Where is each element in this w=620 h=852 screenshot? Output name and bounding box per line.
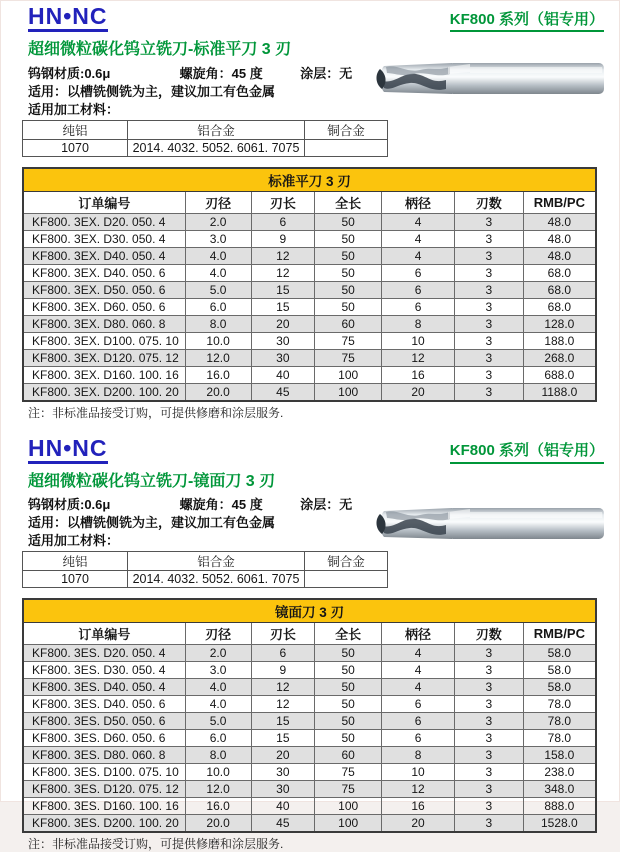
value-cell: 4.0 [185,679,251,696]
material-value [305,139,388,156]
value-cell: 4 [382,679,455,696]
col-header-cut-diameter: 刃径 [185,623,251,645]
col-header-shank-diameter: 柄径 [382,623,455,645]
value-cell: 3 [454,747,523,764]
material-header: 铜合金 [305,120,388,139]
table-row [23,764,596,781]
value-cell: 3 [454,264,523,281]
col-header-price: RMB/PC [523,191,596,213]
value-cell: 50 [315,679,382,696]
value-cell: 30 [251,349,315,366]
series-label: KF800 系列（铝专用） [450,12,604,33]
value-cell: 100 [315,798,382,815]
value-cell: 60 [315,315,382,332]
value-cell: 100 [315,366,382,383]
table-header-row [23,191,596,213]
applicable-materials-table [22,120,388,157]
value-cell: 5.0 [185,713,251,730]
order-number-cell: KF800. 3EX. D200. 100. 20 [23,383,185,401]
price-spec-table [22,167,597,402]
order-number-cell: KF800. 3ES. D40. 050. 4 [23,679,185,696]
value-cell: 3 [454,213,523,230]
value-cell: 4 [382,662,455,679]
table-row [23,747,596,764]
value-cell: 8.0 [185,315,251,332]
value-cell: 5.0 [185,281,251,298]
table-row [23,781,596,798]
value-cell: 50 [315,696,382,713]
value-cell: 158.0 [523,747,596,764]
value-cell: 12 [382,781,455,798]
end-mill-3-flute-image [362,50,610,108]
order-number-cell: KF800. 3ES. D200. 100. 20 [23,815,185,833]
order-number-cell: KF800. 3EX. D50. 050. 6 [23,281,185,298]
value-cell: 188.0 [523,332,596,349]
table-title-row [23,168,596,192]
value-cell: 3 [454,645,523,662]
order-number-cell: KF800. 3ES. D100. 075. 10 [23,764,185,781]
value-cell: 10.0 [185,764,251,781]
value-cell: 6 [382,264,455,281]
value-cell: 20.0 [185,383,251,401]
value-cell: 4 [382,213,455,230]
value-cell: 50 [315,230,382,247]
value-cell: 20 [382,815,455,833]
value-cell: 888.0 [523,798,596,815]
value-cell: 9 [251,662,315,679]
value-cell: 3 [454,366,523,383]
value-cell: 3 [454,281,523,298]
value-cell: 100 [315,815,382,833]
table-row [23,645,596,662]
value-cell: 48.0 [523,230,596,247]
section-title: 超细微粒碳化钨立铣刀-镜面刀 3 刃 [28,472,276,490]
col-header-shank-diameter: 柄径 [382,191,455,213]
value-cell: 50 [315,713,382,730]
table-row [23,713,596,730]
value-cell: 4.0 [185,696,251,713]
material-value: 2014. 4032. 5052. 6061. 7075 [128,139,305,156]
table-row [23,264,596,281]
value-cell: 68.0 [523,264,596,281]
table-row [23,281,596,298]
value-cell: 50 [315,213,382,230]
footnote: 注：非标准品接受订购，可提供修磨和涂层服务. [28,405,284,420]
value-cell: 78.0 [523,730,596,747]
value-cell: 12 [251,247,315,264]
value-cell: 2.0 [185,645,251,662]
table-row [23,383,596,401]
value-cell: 50 [315,264,382,281]
order-number-cell: KF800. 3EX. D30. 050. 4 [23,230,185,247]
value-cell: 12.0 [185,781,251,798]
material-header: 铝合金 [128,120,305,139]
value-cell: 3.0 [185,662,251,679]
value-cell: 3 [454,349,523,366]
order-number-cell: KF800. 3ES. D20. 050. 4 [23,645,185,662]
price-spec-table [22,598,597,833]
section-standard-flat-end-mill [0,0,620,421]
value-cell: 238.0 [523,764,596,781]
order-number-cell: KF800. 3ES. D50. 050. 6 [23,713,185,730]
value-cell: 50 [315,298,382,315]
value-cell: 30 [251,764,315,781]
table-title: 标准平刀 3 刃 [23,168,596,192]
col-header-overall-length: 全长 [315,191,382,213]
value-cell: 3 [454,383,523,401]
value-cell: 68.0 [523,298,596,315]
value-cell: 16 [382,798,455,815]
value-cell: 8 [382,315,455,332]
value-cell: 75 [315,349,382,366]
table-row [23,349,596,366]
value-cell: 268.0 [523,349,596,366]
value-cell: 48.0 [523,213,596,230]
col-header-order-number: 订单编号 [23,191,185,213]
value-cell: 3 [454,230,523,247]
value-cell: 30 [251,332,315,349]
table-row [23,332,596,349]
table-row [23,552,388,571]
value-cell: 45 [251,383,315,401]
col-header-overall-length: 全长 [315,623,382,645]
value-cell: 3 [454,332,523,349]
order-number-cell: KF800. 3ES. D30. 050. 4 [23,662,185,679]
value-cell: 6 [382,696,455,713]
value-cell: 12 [251,696,315,713]
value-cell: 6.0 [185,298,251,315]
order-number-cell: KF800. 3EX. D20. 050. 4 [23,213,185,230]
material-header: 铝合金 [128,552,305,571]
value-cell: 3 [454,298,523,315]
section-title: 超细微粒碳化钨立铣刀-标准平刀 3 刃 [28,41,292,58]
value-cell: 1528.0 [523,815,596,833]
material-header: 纯铝 [23,120,128,139]
value-cell: 100 [315,383,382,401]
table-row [23,662,596,679]
application-line: 适用：以槽铣侧铣为主，建议加工有色金属 [28,83,276,99]
value-cell: 10.0 [185,332,251,349]
value-cell: 3.0 [185,230,251,247]
order-number-cell: KF800. 3EX. D100. 075. 10 [23,332,185,349]
value-cell: 8.0 [185,747,251,764]
coating: 涂层：无 [300,497,353,513]
value-cell: 3 [454,315,523,332]
table-row [23,298,596,315]
value-cell: 58.0 [523,679,596,696]
value-cell: 348.0 [523,781,596,798]
coating: 涂层：无 [300,65,353,81]
table-row [23,247,596,264]
col-header-order-number: 订单编号 [23,623,185,645]
material-value [305,571,388,588]
value-cell: 50 [315,645,382,662]
value-cell: 6 [382,730,455,747]
helix-angle: 螺旋角：45 度 [179,65,263,81]
value-cell: 6.0 [185,730,251,747]
brand-logo: HN•NC [28,437,108,464]
value-cell: 3 [454,781,523,798]
application-line: 适用：以槽铣侧铣为主，建议加工有色金属 [28,515,276,531]
value-cell: 15 [251,298,315,315]
material-value: 1070 [23,139,128,156]
order-number-cell: KF800. 3ES. D120. 075. 12 [23,781,185,798]
value-cell: 50 [315,730,382,747]
tungsten-grade: 钨钢材质:0.6μ [28,65,111,81]
col-header-cut-length: 刃长 [251,191,315,213]
value-cell: 50 [315,281,382,298]
series-label: KF800 系列（铝专用） [450,443,604,464]
table-title: 镜面刀 3 刃 [23,599,596,623]
table-row [23,120,388,139]
col-header-flute-count: 刃数 [454,191,523,213]
value-cell: 15 [251,713,315,730]
value-cell: 60 [315,747,382,764]
table-row [23,696,596,713]
table-row [23,213,596,230]
value-cell: 6 [382,298,455,315]
value-cell: 16.0 [185,798,251,815]
value-cell: 3 [454,798,523,815]
table-body [23,213,596,401]
end-mill-photo [362,50,610,108]
section-header [28,5,604,32]
table-row [23,139,388,156]
value-cell: 9 [251,230,315,247]
table-row [23,230,596,247]
table-body [23,645,596,833]
value-cell: 10 [382,764,455,781]
value-cell: 6 [382,713,455,730]
value-cell: 20.0 [185,815,251,833]
value-cell: 16.0 [185,366,251,383]
value-cell: 20 [251,747,315,764]
material-value: 2014. 4032. 5052. 6061. 7075 [128,571,305,588]
value-cell: 6 [251,645,315,662]
brand-logo: HN•NC [28,5,108,32]
order-number-cell: KF800. 3EX. D120. 075. 12 [23,349,185,366]
value-cell: 12 [251,679,315,696]
order-number-cell: KF800. 3ES. D60. 050. 6 [23,730,185,747]
value-cell: 75 [315,764,382,781]
section-mirror-finish-end-mill [0,421,620,852]
table-row [23,366,596,383]
value-cell: 30 [251,781,315,798]
value-cell: 3 [454,679,523,696]
value-cell: 128.0 [523,315,596,332]
value-cell: 75 [315,781,382,798]
order-number-cell: KF800. 3ES. D160. 100. 16 [23,798,185,815]
value-cell: 40 [251,798,315,815]
value-cell: 688.0 [523,366,596,383]
table-row [23,798,596,815]
col-header-cut-diameter: 刃径 [185,191,251,213]
value-cell: 15 [251,281,315,298]
end-mill-photo [362,495,610,553]
order-number-cell: KF800. 3ES. D40. 050. 6 [23,696,185,713]
value-cell: 10 [382,332,455,349]
value-cell: 68.0 [523,281,596,298]
value-cell: 6 [251,213,315,230]
value-cell: 20 [251,315,315,332]
value-cell: 45 [251,815,315,833]
tungsten-grade: 钨钢材质:0.6μ [28,497,111,513]
order-number-cell: KF800. 3EX. D40. 050. 4 [23,247,185,264]
value-cell: 3 [454,247,523,264]
value-cell: 3 [454,713,523,730]
material-header: 纯铝 [23,552,128,571]
value-cell: 50 [315,247,382,264]
end-mill-3-flute-image [362,495,610,553]
order-number-cell: KF800. 3EX. D160. 100. 16 [23,366,185,383]
applicable-materials-table [22,551,388,588]
value-cell: 3 [454,662,523,679]
value-cell: 20 [382,383,455,401]
table-row [23,815,596,833]
table-row [23,571,388,588]
value-cell: 3 [454,764,523,781]
value-cell: 3 [454,696,523,713]
order-number-cell: KF800. 3EX. D60. 050. 6 [23,298,185,315]
value-cell: 15 [251,730,315,747]
value-cell: 58.0 [523,662,596,679]
value-cell: 78.0 [523,696,596,713]
value-cell: 12 [382,349,455,366]
section-header [28,434,604,464]
value-cell: 4.0 [185,264,251,281]
value-cell: 4.0 [185,247,251,264]
value-cell: 48.0 [523,247,596,264]
col-header-flute-count: 刃数 [454,623,523,645]
value-cell: 3 [454,815,523,833]
material-value: 1070 [23,571,128,588]
value-cell: 12.0 [185,349,251,366]
value-cell: 4 [382,645,455,662]
value-cell: 58.0 [523,645,596,662]
value-cell: 75 [315,332,382,349]
order-number-cell: KF800. 3EX. D40. 050. 6 [23,264,185,281]
table-row [23,315,596,332]
value-cell: 12 [251,264,315,281]
value-cell: 78.0 [523,713,596,730]
materials-heading: 适用加工材料： [28,533,120,549]
col-header-price: RMB/PC [523,623,596,645]
value-cell: 6 [382,281,455,298]
order-number-cell: KF800. 3EX. D80. 060. 8 [23,315,185,332]
helix-angle: 螺旋角：45 度 [179,497,263,513]
table-row [23,730,596,747]
col-header-cut-length: 刃长 [251,623,315,645]
table-row [23,679,596,696]
table-title-row [23,599,596,623]
value-cell: 4 [382,230,455,247]
footnote: 注：非标准品接受订购，可提供修磨和涂层服务. [28,837,284,852]
table-header-row [23,623,596,645]
value-cell: 8 [382,747,455,764]
value-cell: 16 [382,366,455,383]
value-cell: 1188.0 [523,383,596,401]
value-cell: 3 [454,730,523,747]
material-header: 铜合金 [305,552,388,571]
value-cell: 40 [251,366,315,383]
order-number-cell: KF800. 3ES. D80. 060. 8 [23,747,185,764]
value-cell: 4 [382,247,455,264]
materials-heading: 适用加工材料： [28,101,120,117]
value-cell: 2.0 [185,213,251,230]
value-cell: 50 [315,662,382,679]
